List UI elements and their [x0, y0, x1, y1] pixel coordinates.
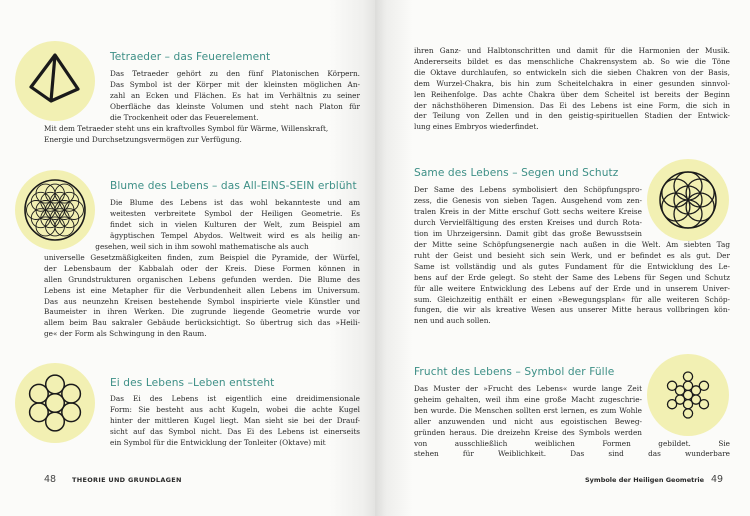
text-line: von ausschließlich weiblichen Formen gebildet. Sie	[414, 438, 730, 448]
paragraph-blume-full	[44, 242, 360, 340]
text-line: Mit dem Tetraeder steht uns ein kraftvolles Symbol für Wärme, Willenskraft,	[44, 124, 329, 133]
text-line: len Reihenfolge. Das achte Chakra über dem Scheitel ist bereits der Beginn	[414, 89, 730, 99]
page-number-right: 49	[711, 474, 724, 485]
text-line: allen Grundstrukturen organischen Lebens gefunden werden. Die Blume des	[44, 274, 360, 284]
text-line: Das Tetraeder gehört zu den fünf Platonischen Körpern.	[110, 69, 360, 78]
text-line: die Oktave durchlaufen, so entwickeln sich die sieben Chakren von der Basis,	[414, 67, 730, 77]
text-line: lung eines Embryos wiederfindet.	[414, 122, 539, 132]
section-heading-blume-des-lebens: Blume des Lebens – das All-EINS-SEIN erblüht	[110, 180, 357, 192]
paragraph-ei-des-lebens-continued	[414, 46, 730, 133]
seed-of-life-icon	[647, 159, 729, 241]
egg-of-life-symbol-background	[15, 363, 95, 443]
tetrahedron-icon	[15, 41, 95, 121]
paragraph-same-full	[414, 240, 730, 327]
text-line: Das Ei des Lebens ist eigentlich eine dreidimensionale	[110, 394, 360, 403]
section-heading-ei-des-lebens: Ei des Lebens –Leben entsteht	[110, 377, 275, 389]
text-line: durch Vervielfältigung des ersten Kreises und durch Rota-	[414, 217, 642, 227]
paragraph-same-wrapped	[414, 185, 642, 240]
text-line: bens auf der Erde gelegt. So steht der Same des Lebens für Segen und Schutz	[414, 272, 730, 282]
text-line: Energie und Durchsetzungsvermögen zur Verfügung.	[44, 134, 242, 144]
running-head-right: Symbole der Heiligen Geometrie	[585, 476, 705, 484]
flower-of-life-icon	[15, 170, 95, 250]
egg-of-life-icon	[15, 363, 95, 443]
text-line: der nächsthöheren Dimension. Das Ei des Lebens ist eine Form, die sich in	[414, 100, 730, 110]
fruit-of-life-icon	[647, 354, 729, 436]
paragraph-blume-wrapped	[110, 198, 360, 242]
page-number-left: 48	[44, 474, 57, 485]
text-line: universelle Gesetzmäßigkeiten finden, zum Beispiel die Pyramide, der Würfel,	[44, 252, 360, 262]
text-line: der Lebensbaum der Kabbalah oder der Kreis. Diese Formen können in	[44, 263, 360, 273]
text-line: geheim gehalten, weil ihm eine große Macht zugeschrie-	[414, 394, 642, 404]
text-line: Form: Sie besteht aus acht Kugeln, wobei die achte Kugel	[110, 404, 360, 414]
seed-of-life-symbol-background	[647, 159, 729, 241]
running-head-left: THEORIE UND GRUNDLAGEN	[72, 476, 182, 484]
text-line: Das Muster der »Frucht des Lebens« wurde lange Zeit	[414, 384, 642, 393]
text-line: die Trockenheit oder das Feuerelement.	[110, 112, 259, 122]
text-line: ihren Ganz- und Halbtonschritten und damit für die Harmonien der Musik.	[414, 46, 730, 55]
paragraph-tetraeder-full	[44, 124, 360, 146]
paragraph-ei-des-lebens	[110, 394, 360, 449]
paragraph-tetraeder-wrapped	[110, 69, 360, 124]
text-line: Der Same des Lebens symbolisiert den Schöpfungspro-	[414, 185, 642, 194]
text-line: ein Symbol für die Entwicklung der Tonleiter (Oktave) mit	[110, 437, 326, 447]
section-heading-frucht-des-lebens: Frucht des Lebens – Symbol der Fülle	[414, 366, 615, 378]
text-line: Lebens ist eine Metapher für die Verbundenheit allen Lebens im Universum.	[44, 285, 360, 295]
text-line: stehen für Weiblichkeit. Das sind das wunderbare	[414, 449, 730, 459]
text-line: findet sich in vielen Kulturen der Welt, zum Beispiel am	[110, 219, 360, 229]
text-line: Das aus neunzehn Kreisen bestehende Symbol inspirierte viele Künstler und	[44, 296, 360, 306]
text-line: ägyptischen Tempel Abydos. Weltweit wird es als heilig an-	[110, 230, 360, 240]
text-line: tralen Kreis in der Mitte erschuf Gott sechs weitere Kreise	[414, 206, 642, 216]
tetrahedron-symbol-background	[15, 41, 95, 121]
text-line: sum. Gleichzeitig enthält er einen »Bewegungsplan« für alle weiteren Schöp-	[414, 294, 730, 304]
text-line: ben wurde. Die Menschen sollten erst lernen, es zum Wohle	[414, 405, 642, 415]
text-line: Same ist vollständig und als gutes Fundament für die Entwicklung des Le-	[414, 261, 730, 271]
text-line: zahl an Ecken und Flächen. Es hat im Verhältnis zu seiner	[110, 90, 360, 100]
text-line: Andererseits bildet es das menschliche Chakrensystem ab. So wie die Töne	[414, 56, 730, 66]
text-line: ruht der Geist und besieht sich sein Werk, und er befindet es als gut. Der	[414, 250, 730, 260]
text-line: zess, die Genesis von sieben Tagen. Ausgehend vom zen-	[414, 195, 642, 205]
right-page	[375, 0, 750, 516]
text-line: gründen heraus. Die dreizehn Kreise des Symbols werden	[414, 427, 642, 437]
text-line: sicht auf das Symbol nicht. Das Ei des Lebens ist einerseits	[110, 426, 360, 436]
text-line: fungen, die wir als kreative Wesen aus unserer Mitte heraus vollbringen kön-	[414, 305, 730, 315]
text-line: der Mitte seine Schöpfungsenergie nach außen in die Welt. Am siebten Tag	[414, 240, 730, 249]
text-line: tion im Uhrzeigersinn. Damit gibt das große Bewusstsein	[414, 228, 642, 238]
section-heading-tetraeder: Tetraeder – das Feuerelement	[110, 51, 271, 63]
text-line: aller anzuwenden und nicht aus egoistischen Beweg-	[414, 416, 642, 426]
flower-of-life-symbol-background	[15, 170, 95, 250]
text-line: Das Symbol ist der Körper mit der kleinsten möglichen An-	[110, 79, 360, 89]
text-line: allem beim Bau sakraler Gebäude berücksichtigt. So übertrug sich das »Heili-	[44, 318, 360, 328]
section-heading-same-des-lebens: Same des Lebens – Segen und Schutz	[414, 167, 619, 179]
text-line: Baumeister in ihren Werken. Die zugrunde liegende Geometrie wurde vor	[44, 307, 360, 317]
text-line: gesehen, weil sich in ihm sowohl mathematische als auch	[95, 242, 309, 251]
text-line: nen und auch sollen.	[414, 316, 491, 326]
text-line: der Teilung von Zellen und in den geistig-spirituellen Stadien der Entwick-	[414, 111, 730, 121]
text-line: für alle weitere Entwicklung des Lebens auf der Erde und in unserem Univer-	[414, 283, 730, 293]
paragraph-frucht	[414, 384, 730, 460]
text-line: Oberfläche das kleinste Volumen und steht nach Platon für	[110, 101, 360, 111]
text-line: hinter der mittleren Kugel liegt. Man sieht sie bei der Drauf-	[110, 415, 360, 425]
text-line: weitesten verbreitete Symbol der Heiligen Geometrie. Es	[110, 208, 360, 218]
text-line: ge« der Form als Schwingung in den Raum.	[44, 329, 207, 339]
text-line: dem Wurzel-Chakra, bis hin zum Scheitelchakra in einer gesunden sinnvol-	[414, 78, 730, 88]
text-line: Die Blume des Lebens ist das wohl bekannteste und am	[110, 198, 360, 207]
fruit-of-life-symbol-background	[647, 354, 729, 436]
